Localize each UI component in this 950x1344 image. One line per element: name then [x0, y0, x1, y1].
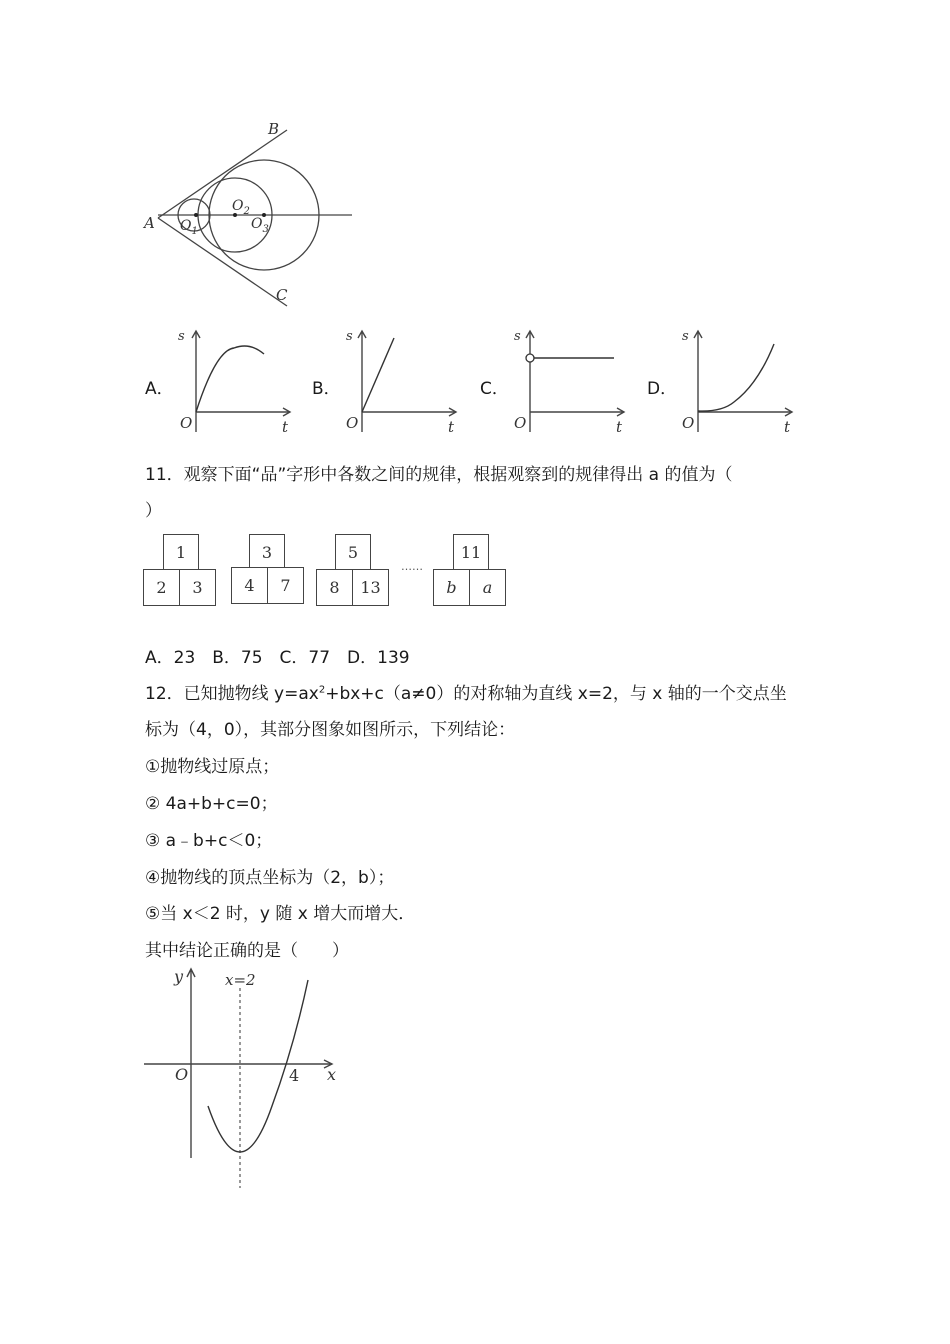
point-o3	[262, 213, 266, 217]
pin-3-left: 8	[316, 569, 353, 606]
pin-figure	[143, 534, 511, 608]
option-c-label: C．	[480, 379, 509, 399]
q12-question: 其中结论正确的是（ ）	[145, 941, 349, 961]
svg-text:t: t	[784, 418, 791, 436]
q12-conclusion-5: ⑤当 x＜2 时，y 随 x 增大而增大．	[145, 904, 416, 924]
root-label: 4	[289, 1066, 300, 1085]
q12-line2: 标为（4，0），其部分图象如图所示，下列结论：	[145, 720, 516, 740]
option-b-graph	[338, 328, 463, 440]
q12-conclusion-2: ② 4a+b+c=0；	[145, 794, 278, 814]
pin-1-left: 2	[143, 569, 180, 606]
ray-ab	[158, 130, 287, 218]
q12-line1: 12．已知抛物线 $y=ax^2+bx+c(a\ne 0)$的对称轴为直线 x=2，与 x 轴的一个交点坐	[145, 684, 787, 704]
symmetry-label: x=2	[225, 971, 256, 989]
point-o1	[194, 213, 198, 217]
option-a-label: A．	[145, 379, 174, 399]
label-a: A	[144, 214, 155, 232]
option-d-graph	[674, 328, 799, 440]
parabola-graph	[140, 966, 350, 1191]
pin-2-top: 3	[249, 534, 285, 570]
q11-text-line2: ）	[145, 501, 162, 521]
svg-text:t: t	[282, 418, 289, 436]
option-b-label: B．	[312, 379, 341, 399]
q12-conclusion-1: ①抛物线过原点；	[145, 757, 280, 777]
label-o3: $O_3$	[251, 216, 269, 235]
pin-3-top: 5	[335, 534, 371, 570]
pin-2-left: 4	[231, 567, 268, 604]
q12-conclusion-4: ④抛物线的顶点坐标为（2，b）；	[145, 868, 395, 888]
pin-ellipsis: ……	[401, 560, 423, 573]
svg-text:O: O	[514, 414, 527, 432]
pin-4-right: a	[469, 569, 506, 606]
pin-1-top: 1	[163, 534, 199, 570]
svg-text:t: t	[448, 418, 455, 436]
option-d-label: D．	[647, 379, 678, 399]
svg-text:t: t	[616, 418, 623, 436]
option-a-graph	[170, 328, 295, 440]
svg-text:O: O	[180, 414, 193, 432]
q11-choices: A．23 B．75 C．77 D．139	[145, 648, 410, 668]
q12-conclusion-3: ③ a﹣b+c＜0；	[145, 831, 273, 851]
pin-2-right: 7	[267, 567, 304, 604]
y-axis-label: y	[174, 967, 184, 986]
pin-4-top: 11	[453, 534, 489, 570]
pin-4-left: b	[433, 569, 470, 606]
label-b: B	[268, 120, 280, 138]
svg-text:s: s	[346, 329, 353, 344]
svg-text:s: s	[682, 329, 689, 344]
x-axis-label: x	[327, 1065, 337, 1084]
svg-text:s: s	[514, 329, 521, 344]
pin-1-right: 3	[179, 569, 216, 606]
label-o2: $O_2$	[232, 198, 250, 217]
option-c-graph	[506, 328, 631, 440]
svg-text:O: O	[346, 414, 359, 432]
svg-text:O: O	[682, 414, 695, 432]
origin-label: O	[175, 1065, 189, 1084]
tangent-circles-figure	[140, 118, 360, 313]
svg-text:s: s	[178, 329, 185, 344]
pin-3-right: 13	[352, 569, 389, 606]
label-o1: $O_1$	[180, 218, 198, 237]
label-c: C	[276, 286, 288, 304]
q11-text-line1: 11．观察下面“品”字形中各数之间的规律，根据观察到的规律得出 a 的值为（	[145, 465, 733, 485]
